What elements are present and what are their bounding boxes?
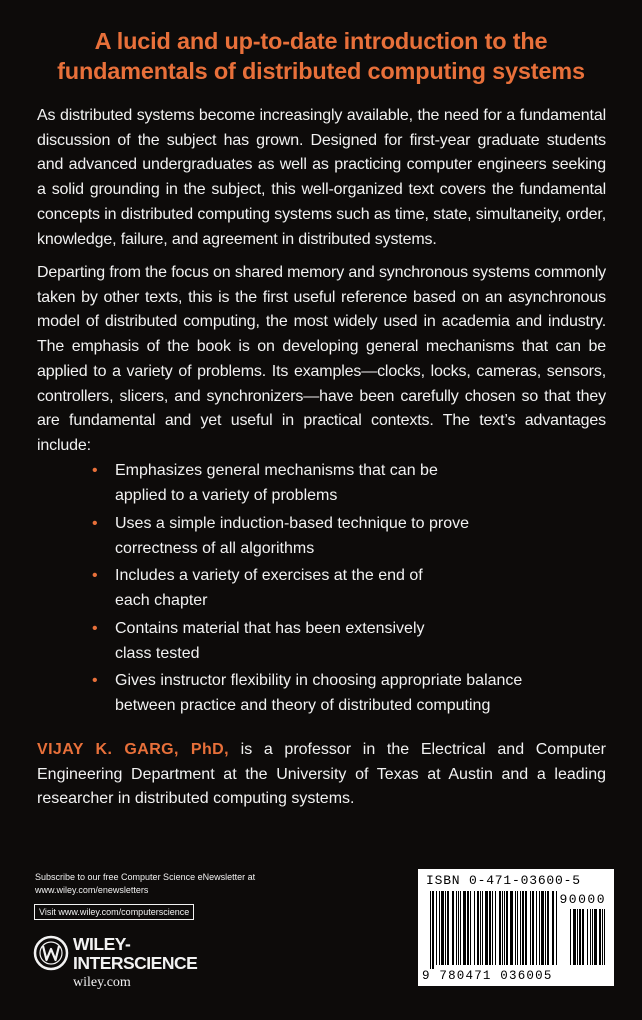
barcode-bar (492, 891, 493, 965)
barcode-bar (579, 909, 581, 965)
list-item-line: applied to a variety of problems (115, 487, 338, 504)
list-item-line: class tested (115, 644, 200, 662)
isbn-number: ISBN 0-471-03600-5 (426, 873, 581, 888)
list-item-line: Uses a simple induction-based technique to prove (115, 514, 469, 532)
barcode-bar (590, 909, 591, 965)
advantages-list (92, 458, 552, 721)
headline (0, 26, 642, 86)
publisher-name (73, 935, 197, 973)
barcode-bar (485, 891, 488, 965)
barcode-bar (532, 891, 534, 965)
headline-line-2: fundamentals of distributed computing systems (57, 58, 585, 84)
list-item (92, 563, 552, 613)
barcode-bar (587, 909, 588, 965)
list-item (92, 511, 552, 561)
barcode-bar (536, 891, 537, 965)
barcode-bar (582, 909, 584, 965)
barcode-bar (436, 891, 437, 965)
publisher-name-line-2: INTERSCIENCE (73, 953, 198, 973)
barcode-bar (515, 891, 516, 965)
bullet-icon: • (92, 514, 98, 532)
bullet-icon: • (92, 567, 98, 584)
barcode-bar (456, 891, 457, 965)
barcode-bar (460, 891, 461, 965)
newsletter-link[interactable]: www.wiley.com/enewsletters (35, 885, 149, 895)
list-item (92, 668, 552, 718)
barcode-bar (439, 891, 440, 965)
isbn-barcode (418, 869, 614, 986)
barcode-bar (539, 891, 540, 965)
publisher-url[interactable]: wiley.com (73, 975, 131, 990)
barcode-bar (458, 891, 459, 965)
list-item-line: between practice and theory of distributed computing (115, 697, 491, 714)
description-paragraph-2: Departing from the focus on shared memory and synchronous systems commonly taken by other texts, this is the first useful reference based on an asynchronous model of distributed computing, the most widely used in academia and industry. The emphasis of the book is on developing general mechanisms that can be applied to a variety of problems. Its examples—clocks, locks, cameras, sensors, controllers, slicers, and synchronizers—have been carefully chosen so that they are fundamental and yet useful in practical contexts. The text’s advantages include: (37, 264, 606, 454)
barcode-bar (506, 891, 508, 965)
barcode-bar (525, 891, 527, 965)
barcode-bar (502, 891, 503, 965)
barcode-bar (467, 891, 469, 965)
barcode-bar (510, 891, 513, 965)
barcode-bar (592, 909, 593, 965)
list-item-line: each chapter (115, 592, 208, 609)
barcode-bar (441, 891, 444, 965)
list-item-line: Emphasizes general mechanisms that can be (115, 462, 438, 479)
barcode-bars (430, 891, 606, 969)
barcode-bar (430, 891, 431, 969)
barcode-bar (547, 891, 549, 965)
author-name: VIJAY K. GARG, PhD, (37, 741, 229, 758)
publisher-name-line-1: WILEY- (73, 934, 131, 954)
barcode-bar (489, 891, 491, 965)
list-item-line: Contains material that has been extensively (115, 619, 425, 637)
barcode-bar (594, 909, 597, 965)
barcode-bar (482, 891, 483, 965)
description-paragraph-1: As distributed systems become increasingly available, the need for a fundamental discussion of the subject has grown. Designed for first-year graduate students and advanced undergraduates as well as practicing computer engineers seeking a solid grounding in the subject, this well-organized text covers the fundamental concepts in distributed computing systems such as time, state, simultaneity, order, knowledge, failure, and agreement in distributed systems. (37, 107, 606, 248)
barcode-bar (495, 891, 496, 965)
barcode-bar (573, 909, 576, 965)
barcode-bar (599, 909, 601, 965)
barcode-bar (474, 891, 475, 965)
barcode-bar (463, 891, 466, 965)
barcode-bar (477, 891, 479, 965)
list-item-line: Gives instructor flexibility in choosing appropriate balance (115, 672, 523, 689)
author-bio (37, 738, 606, 812)
list-item (92, 616, 552, 666)
barcode-bar (480, 891, 481, 965)
barcode-bar (432, 891, 434, 969)
barcode-bar (604, 909, 605, 965)
wiley-logo-icon (33, 933, 69, 973)
list-item-line: Includes a variety of exercises at the end of (115, 567, 423, 584)
barcode-bar (541, 891, 544, 965)
newsletter-line-1: Subscribe to our free Computer Science eNewsletter at (35, 872, 256, 882)
barcode-bar (504, 891, 505, 965)
bullet-icon: • (92, 619, 98, 637)
barcode-bar (570, 909, 571, 965)
barcode-bar (556, 891, 557, 965)
barcode-bar (470, 891, 471, 965)
author-description: is a professor in the Electrical and Computer Engineering Department at the University of Texas at Austin and a leading researcher in distributed computing systems. (37, 741, 607, 808)
barcode-bar (520, 891, 521, 965)
barcode-bar (499, 891, 501, 965)
barcode-bar (517, 891, 518, 965)
barcode-bar (552, 891, 554, 965)
price-code: 90000 (559, 892, 606, 907)
headline-line-1: A lucid and up-to-date introduction to the (94, 28, 548, 54)
barcode-bar (447, 891, 449, 965)
bullet-icon: • (92, 672, 98, 689)
ean-number: 9 780471 036005 (422, 969, 553, 983)
barcode-bar (530, 891, 531, 965)
barcode-bar (522, 891, 524, 965)
barcode-bar (577, 909, 578, 965)
barcode-bar (545, 891, 546, 965)
barcode-bar (602, 909, 603, 965)
barcode-bar (445, 891, 446, 965)
bullet-icon: • (92, 462, 98, 479)
list-item (92, 458, 552, 508)
newsletter-note (35, 871, 295, 897)
list-item-line: correctness of all algorithms (115, 539, 315, 557)
visit-website-link[interactable]: Visit www.wiley.com/computerscience (34, 904, 194, 920)
barcode-bar (452, 891, 454, 965)
